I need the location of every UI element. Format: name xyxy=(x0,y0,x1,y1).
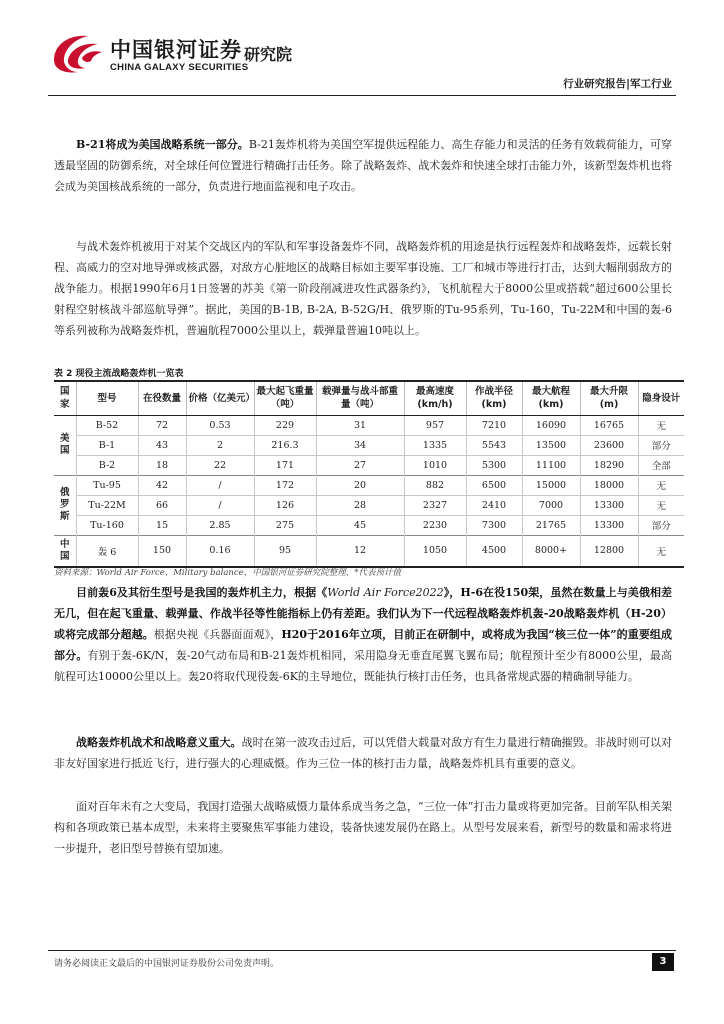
header-cell: 最大起飞重量（吨） xyxy=(254,381,316,415)
table-cell: Tu-95 xyxy=(76,475,138,495)
table-cell: 7300 xyxy=(466,515,522,535)
table-cell: 1050 xyxy=(404,535,466,567)
paragraph-strategic-bombers: 与战术轰炸机被用于对某个交战区内的军队和军事设备轰炸不同，战略轰炸机的用途是执行远程轰炸和战略轰炸，远载长射程、高威力的空对地导弹或核武器，对敌方心脏地区的战略目标如主要军事设施、工厂和城市等进行打击，达到大幅削弱敌方的战争能力。根据1990年6月1日签署的苏美《第一阶段削减进攻性武器条约》，飞机航程大于8000公里或搭载“超过600公里长射程空射核战斗部巡航导弹”。据此，美国的B-1B, B-2A, B-52G/H、俄罗斯的Tu-95系列，Tu-160，Tu-22M和中国的轰-6等系列被称为战略轰炸机，普遍航程7000公里以上，载弹量普遍10吨以上。 xyxy=(54,240,672,337)
table-cell: 18 xyxy=(138,455,186,475)
table-cell: 957 xyxy=(404,415,466,435)
table-cell: 72 xyxy=(138,415,186,435)
table-cell: 4500 xyxy=(466,535,522,567)
table-cell: 95 xyxy=(254,535,316,567)
footer-divider xyxy=(48,950,676,951)
table-cell: 43 xyxy=(138,435,186,455)
table-cell: 21765 xyxy=(522,515,580,535)
report-category: 行业研究报告|军工行业 xyxy=(563,78,672,90)
header-cell: 最高速度(km/h) xyxy=(404,381,466,415)
table-cell: 275 xyxy=(254,515,316,535)
header-cell: 在役数量 xyxy=(138,381,186,415)
table-row xyxy=(54,515,684,535)
table-cell: 无 xyxy=(638,415,684,435)
table-cell: 18000 xyxy=(580,475,638,495)
table-cell: B-52 xyxy=(76,415,138,435)
table-cell: 无 xyxy=(638,535,684,567)
table-cell: 126 xyxy=(254,495,316,515)
table-cell: 5300 xyxy=(466,455,522,475)
header-cell: 隐身设计 xyxy=(638,381,684,415)
table-cell: 2230 xyxy=(404,515,466,535)
footer-disclaimer: 请务必阅读正文最后的中国银河证券股份公司免责声明。 xyxy=(54,959,280,969)
page-header xyxy=(48,28,676,98)
table-row xyxy=(54,535,684,567)
table-cell: 11100 xyxy=(522,455,580,475)
table-cell: 无 xyxy=(638,475,684,495)
table-cell: 150 xyxy=(138,535,186,567)
paragraph-outlook: 面对百年未有之大变局，我国打造强大战略威慑力量体系成当务之急，“三位一体”打击力量或将更加完备。目前军队相关架构和各项政策已基本成型，未来将主要聚焦军事能力建设，装备快速发展仍在路上。从型号发展来看，新型号的数量和需求将进一步提升，老旧型号替换有望加速。 xyxy=(54,800,672,855)
table-cell: 66 xyxy=(138,495,186,515)
table-cell: 无 xyxy=(638,495,684,515)
table-cell: 20 xyxy=(316,475,404,495)
galaxy-logo-icon xyxy=(48,30,104,76)
table-row xyxy=(54,495,684,515)
table-cell: 16765 xyxy=(580,415,638,435)
table-cell: Tu-160 xyxy=(76,515,138,535)
table-cell: 28 xyxy=(316,495,404,515)
logo-english-name: CHINA GALAXY SECURITIES xyxy=(110,62,249,73)
table-cell: 12800 xyxy=(580,535,638,567)
logo-chinese-name: 中国银河证券 xyxy=(110,38,242,62)
table-cell: B-1 xyxy=(76,435,138,455)
table-cell: 229 xyxy=(254,415,316,435)
table-cell: 27 xyxy=(316,455,404,475)
table-cell: 22 xyxy=(186,455,254,475)
table-cell: 全部 xyxy=(638,455,684,475)
paragraph-b21 xyxy=(54,134,672,197)
table-cell: 8000+ xyxy=(522,535,580,567)
table-cell: / xyxy=(186,475,254,495)
table-caption: 表 2 现役主流战略轰炸机一览表 xyxy=(54,369,184,379)
header-cell: 国家 xyxy=(54,381,76,415)
table-row xyxy=(54,415,684,435)
table-cell: 2410 xyxy=(466,495,522,515)
table-cell: 216.3 xyxy=(254,435,316,455)
header-divider xyxy=(48,95,676,96)
bold-text: H20于2016年立项，目前正在研制中，或将成为我国“核三位一体”的重要组成部分。 xyxy=(54,628,673,662)
table-cell: 0.53 xyxy=(186,415,254,435)
paragraph-significance xyxy=(54,732,672,774)
table-cell: 2 xyxy=(186,435,254,455)
table-cell: 45 xyxy=(316,515,404,535)
table-cell: 12 xyxy=(316,535,404,567)
page-number: 3 xyxy=(652,953,674,971)
table-cell: 部分 xyxy=(638,435,684,455)
table-cell: 5543 xyxy=(466,435,522,455)
paragraph-h6-h20 xyxy=(54,582,672,687)
normal-text: 根据央视《兵器面面观》， xyxy=(153,628,282,641)
table-cell: 42 xyxy=(138,475,186,495)
table-cell: 7000 xyxy=(522,495,580,515)
bold-text: 》，H-6在役150架，虽然在数量上与美俄相差无几，但在起飞重量、载弹量、作战半径等性能指标上仍有差距。我们认为下一代远程战略轰炸机轰-20战略轰炸机（H-20）或将完成部分超越。 xyxy=(54,586,673,641)
table-cell: 882 xyxy=(404,475,466,495)
country-cell: 中国 xyxy=(54,535,76,567)
paragraph-body: B-21轰炸机将为美国空军提供远程能力、高生存能力和灵活的任务有效载荷能力，可穿透最坚固的防御系统，对全球任何位置进行精确打击任务。除了战略轰炸、战术轰炸和快速全球打击能力外，该新型轰炸机也将会成为美国核战系统的一部分，负责进行地面监视和电子攻击。 xyxy=(54,138,673,193)
table-header xyxy=(54,381,684,415)
table-row xyxy=(54,475,684,495)
table-cell: 13300 xyxy=(580,515,638,535)
paragraph-body: 战时在第一波攻击过后，可以凭借大载量对敌方有生力量进行精确摧毁。非战时则可以对非友好国家进行抵近飞行，进行强大的心理威慑。作为三位一体的核打击力量，战略轰炸机具有重要的意义。 xyxy=(54,736,673,770)
paragraph-lead: B-21将成为美国战略系统一部分。 xyxy=(76,138,249,151)
table-cell: 15 xyxy=(138,515,186,535)
table-cell: 0.16 xyxy=(186,535,254,567)
header-cell: 载弹量与战斗部重量（吨） xyxy=(316,381,404,415)
header-cell: 最大升限(m) xyxy=(580,381,638,415)
table-cell: 23600 xyxy=(580,435,638,455)
header-cell: 作战半径(km) xyxy=(466,381,522,415)
table-cell: 6500 xyxy=(466,475,522,495)
table-source: 资料来源：World Air Force、Military balance，中国银河证券研究院整理，*代表预计值 xyxy=(54,568,401,578)
bold-text: 目前轰6及其衍生型号是我国的轰炸机主力，根据《 xyxy=(76,586,328,599)
table-cell: 1335 xyxy=(404,435,466,455)
table-cell: / xyxy=(186,495,254,515)
table-cell: 部分 xyxy=(638,515,684,535)
table-cell: 13500 xyxy=(522,435,580,455)
table-cell: 31 xyxy=(316,415,404,435)
table-cell: Tu-22M xyxy=(76,495,138,515)
country-cell: 美国 xyxy=(54,415,76,475)
table-cell: 172 xyxy=(254,475,316,495)
table-cell: 2327 xyxy=(404,495,466,515)
header-cell: 最大航程(km) xyxy=(522,381,580,415)
table-cell: 34 xyxy=(316,435,404,455)
table-cell: 16090 xyxy=(522,415,580,435)
table-cell: 15000 xyxy=(522,475,580,495)
table-cell: 13300 xyxy=(580,495,638,515)
table-row xyxy=(54,435,684,455)
logo-institute: 研究院 xyxy=(244,45,293,64)
table-cell: B-2 xyxy=(76,455,138,475)
header-cell: 价格（亿美元） xyxy=(186,381,254,415)
table-cell: 轰 6 xyxy=(76,535,138,567)
bomber-table xyxy=(54,380,684,568)
table-cell: 18290 xyxy=(580,455,638,475)
table-cell: 1010 xyxy=(404,455,466,475)
italic-title: World Air Force2022 xyxy=(327,586,444,599)
country-cell: 俄罗斯 xyxy=(54,475,76,535)
table-cell: 7210 xyxy=(466,415,522,435)
normal-text: 有别于轰-6K/N，轰-20气动布局和B-21轰炸机相同，采用隐身无垂直尾翼飞翼布局；航程预计至少有8000公里，最高航程可达10000公里以上。轰20将取代现役轰-6K的主导地位，既能执行核打击任务，也具备常规武器的精确制导能力。 xyxy=(54,649,672,683)
paragraph-lead: 战略轰炸机战术和战略意义重大。 xyxy=(76,736,242,749)
table-row xyxy=(54,455,684,475)
table-cell: 171 xyxy=(254,455,316,475)
table-cell: 2.85 xyxy=(186,515,254,535)
header-cell: 型号 xyxy=(76,381,138,415)
